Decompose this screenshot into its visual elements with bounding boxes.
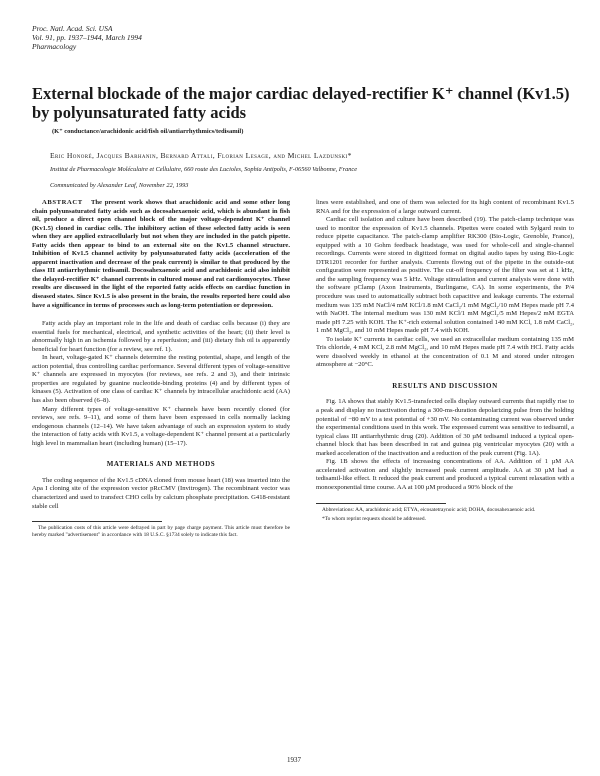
results-paragraph: Fig. 1A shows that stably Kv1.5-transfected cells display outward currents that rapidly rise to a peak and display no inactivation during a 300-ms-duration depolarizing pulse from the holding potential of −80 mV to a test potential of +30 mV. No contaminating current was observed under the experimental conditions used in this work. The expressed current was sensitive to tedisamil, a typical class III antiarrhythmic drug (20). Addition of 30 µM tedisamil induced a typical open-channel block that has been described in rat and guinea pig ventricular myocytes (20) with a marked acceleration of the inactivation and a reduction of the peak current (Fig. 1A). [316, 398, 574, 457]
results-paragraph: Fig. 1B shows the effects of increasing concentrations of AA. Addition of 1 µM AA accelerated activation and slightly increased peak current amplitude. AA at 30 µM had a tedisamil-like effect. It reduced the peak current and produced a typical current relaxation with a monoexponential time course. AA at 100 µM produced a 90% block of the [316, 458, 574, 491]
results-heading: RESULTS AND DISCUSSION [392, 381, 498, 390]
journal-name: Proc. Natl. Acad. Sci. USA [32, 24, 113, 33]
abstract-text: The present work shows that arachidonic acid and some other long chain polyunsaturated fatty acids such as docosahexaenoic acid, which is abundant in fish oil, produce a direct open channel block of the major voltage-dependent K⁺ channel (Kv1.5) cloned in cardiac cells. The inhibitory action of these selected fatty acids is seen when they are applied extracellularly but not when they are included in the patch pipette. Fatty acids then appear to bind to an external site on the Kv1.5 channel structure. Inhibition of Kv1.5 channel activity by polyunsaturated fatty acids (acceleration of the apparent inactivation and decrease of the peak current) is similar to that produced by the class III antiarrhythmic tedisamil. Docosahexaenoic acid and arachidonic acid also inhibit the delayed-rectifier K⁺ channel currents in cultured mouse and rat cardiomyocytes. These results are discussed in the light of the reported fatty acids effects on cardiac function in diseased states. Since Kv1.5 is also present in the brain, the results reported here could also have a significance in terms of processes such as long-term potentiation or depression. [32, 199, 290, 309]
author-list: Eric Honoré, Jacques Barhanin, Bernard Attali, Florian Lesage, and Michel Lazdunski* [50, 151, 352, 160]
intro-paragraph: Fatty acids play an important role in the life and death of cardiac cells because (i) they are essential fuels for mechanical, electrical, and synthetic activities of the heart; (ii) their level is abnormally high in an ischemia followed by a reperfusion; and (iii) dietary fish oil is apparently beneficial for heart function (for a review, see ref. 1). [32, 320, 290, 353]
page-number: 1937 [287, 756, 301, 764]
communicated-by: Communicated by Alexander Leaf, November 22, 1993 [50, 182, 189, 189]
footnote-divider [32, 521, 162, 522]
journal-volume: Vol. 91, pp. 1937–1944, March 1994 [32, 33, 142, 42]
left-column [32, 199, 290, 538]
publication-cost-footnote: The publication costs of this article were defrayed in part by page charge payment. This article must therefore be hereby marked "advertisement" in accordance with 18 U.S.C. §1734 solely to indicate this fact. [32, 525, 290, 538]
abstract-label: ABSTRACT [42, 199, 83, 206]
abbreviations-footnote: Abbreviations: AA, arachidonic acid; ETYA, eicosatetraynoic acid; DOHA, docosahexaenoic acid. [322, 506, 536, 513]
abstract [32, 199, 290, 310]
intro-paragraph: In heart, voltage-gated K⁺ channels determine the resting potential, shape, and length of the action potential, thus controlling cardiac performance. Several different types of voltage-sensitive K⁺ channels are expressed in myocytes (for reviews, see refs. 2 and 3), and their intrinsic properties are regulated by guanine nucleotide-binding proteins (4) and by different types of kinases (5). Activation of one class of cardiac K⁺ channels by intracellular arachidonic acid (AA) has also been observed (6–8). [32, 354, 290, 405]
methods-heading: MATERIALS AND METHODS [106, 460, 216, 469]
footnote-divider [316, 503, 446, 504]
keywords: (K⁺ conductance/arachidonic acid/fish oil/antiarrhythmics/tedisamil) [52, 128, 244, 135]
reprint-footnote: *To whom reprint requests should be addressed. [322, 516, 426, 523]
intro-paragraph: Many different types of voltage-sensitive K⁺ channels have been recently cloned (for reviews, see refs. 9–11), and some of them have been expressed in cells normally lacking endogenous channels (12–14). We have taken advantage of such an expression system to study the interaction of fatty acids with Kv1.5, a voltage-dependent K⁺ channel present at a particularly high level in mammalian heart (including human) (15–17). [32, 405, 290, 447]
journal-section: Pharmacology [32, 42, 77, 51]
methods-paragraph: lines were established, and one of them was selected for its high content of recombinant Kv1.5 RNA and for the expression of a large outward current. [316, 199, 574, 215]
methods-paragraph: To isolate K⁺ currents in cardiac cells, we used an extracellular medium containing 135 mM Tris chloride, 4 mM KCl, 2.8 mM MgCl₂, and 10 mM Hepes made pH 7.4 with HCl. Fatty acids were dissolved weekly in ethanol at the concentration of 0.1 M and stored under nitrogen atmosphere at −20°C. [316, 335, 574, 369]
journal-header [32, 24, 142, 51]
affiliation: Institut de Pharmacologie Moléculaire et Cellulaire, 660 route des Lucioles, Sophia Antipolis, F-06560 Valbonne, France [50, 166, 357, 173]
methods-paragraph: The coding sequence of the Kv1.5 cDNA cloned from mouse heart (18) was inserted into the Apa I cloning site of the expression vector pRcCMV (Invitrogen). The recombinant vector was characterized and used to transfect CHO cells by calcium phosphate precipitation. G418-resistant stable cell [32, 476, 290, 510]
article-title: External blockade of the major cardiac delayed-rectifier K⁺ channel (Kv1.5) by polyunsaturated fatty acids [32, 84, 570, 122]
right-column [316, 199, 574, 523]
methods-paragraph: Cardiac cell isolation and culture have been described (19). The patch-clamp technique was used to monitor the expression of Kv1.5 channels. Pipettes were coated with Sylgard resin to reduce pipette capacitance. The patch-clamp amplifier RK300 (Bio-Logic, Grenoble, France), equipped with a 10 Gohm feedback headstage, was used for whole-cell and single-channel recordings. Currents were stored in digitized format on digital audio tapes by using Bio-Logic DTR1201 recorder for further analysis. Currents flowing out of the pipette in the outside-out configuration were represented as positive. The cut-off frequency of the filter was set at 1 kHz, and the sampling frequency was 5 kHz. Voltage stimulation and current analysis were done with the software pClamp (Axon Instruments, Burlingame, CA). In some experiments, the P/4 procedure was used to automatically subtract both capacitive and leakage currents. The external medium was 135 mM NaCl/4 mM KCl/1.8 mM CaCl₂/1 mM MgCl₂/10 mM Hepes made pH 7.4 with NaOH. The internal medium was 130 mM KCl/1 mM MgCl₂/5 mM Hepes/2 mM EGTA made pH 7.25 with KOH. The K⁺-rich external solution contained 140 mM KCl, 1.8 mM CaCl₂, 1 mM MgCl₂, and 10 mM Hepes made pH 7.4 with KOH. [316, 216, 574, 335]
